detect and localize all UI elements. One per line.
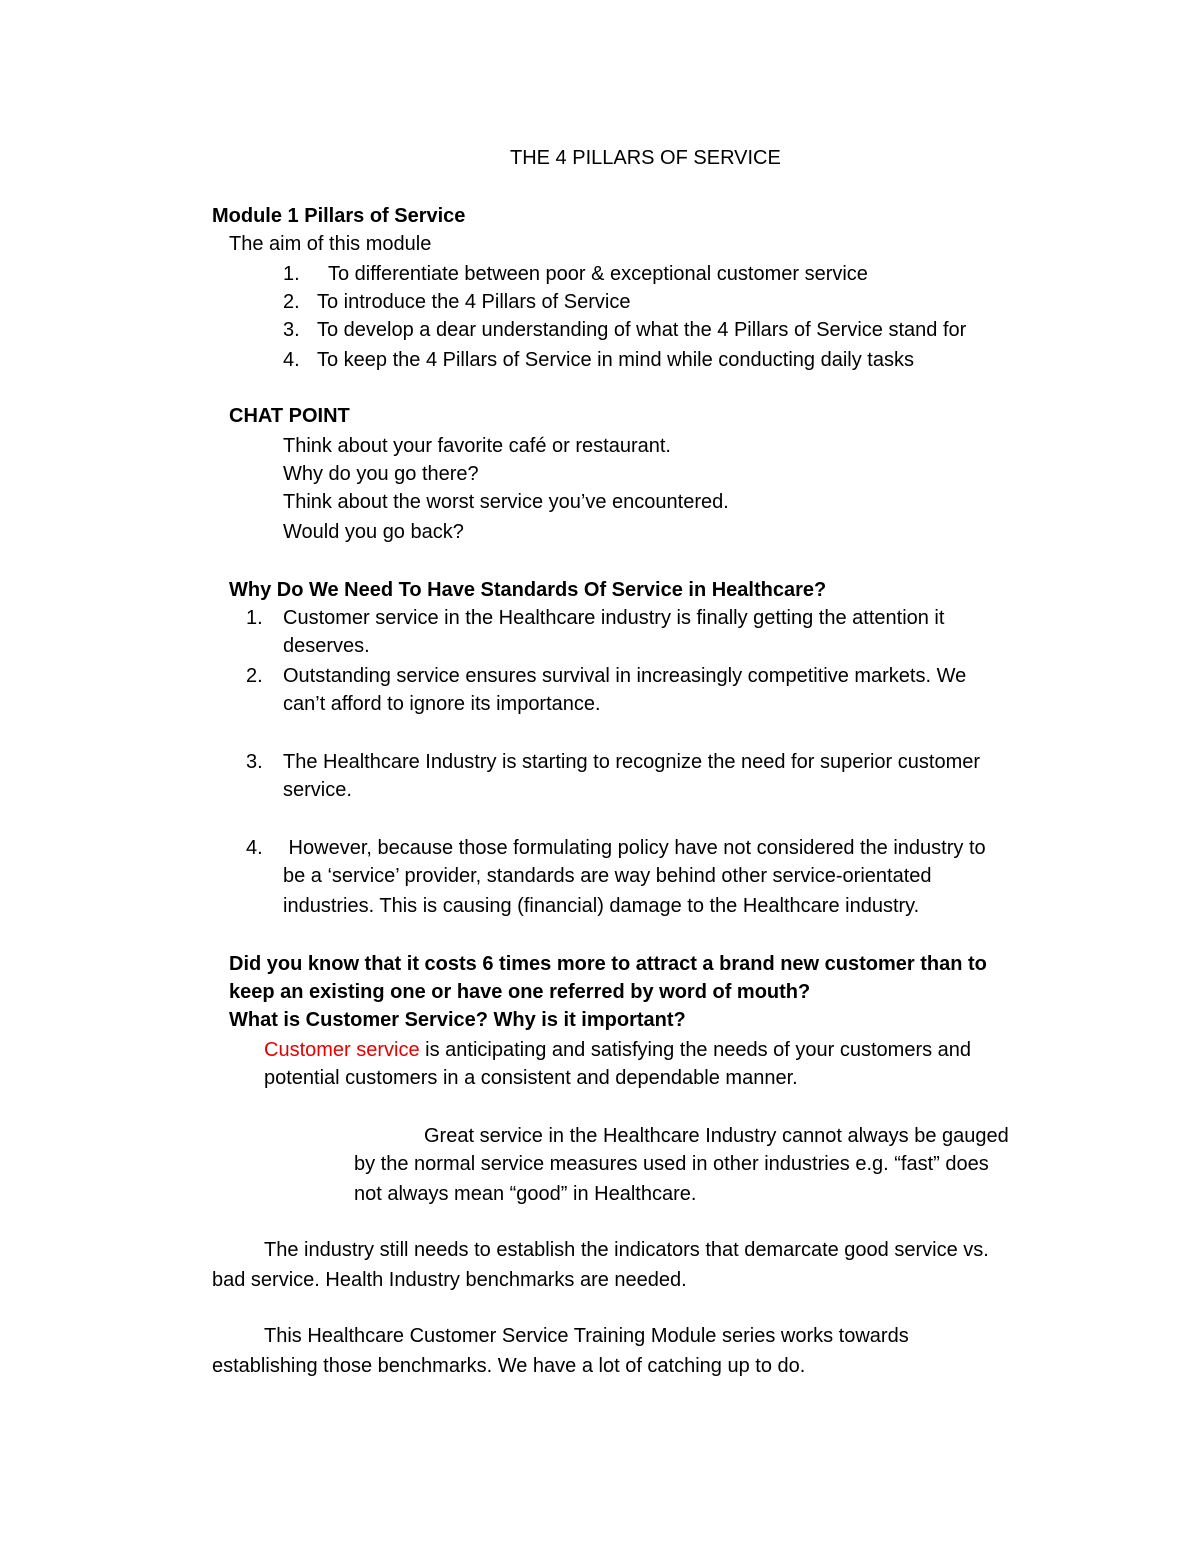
chat-point-line: Why do you go there?: [283, 463, 479, 485]
chat-point-line: Would you go back?: [283, 521, 464, 543]
list-item: To keep the 4 Pillars of Service in mind while conducting daily tasks: [317, 349, 914, 371]
list-number: 1.: [246, 607, 263, 629]
list-number: 4.: [246, 837, 263, 859]
list-item: The Healthcare Industry is starting to recognize the need for superior customer: [283, 751, 981, 773]
aim-intro: The aim of this module: [229, 233, 432, 255]
list-item-continued: deserves.: [283, 635, 370, 657]
chat-point-line: Think about the worst service you’ve encountered.: [283, 491, 729, 513]
list-number: 2.: [246, 665, 263, 687]
list-item: Outstanding service ensures survival in increasingly competitive markets. We: [283, 665, 967, 687]
list-item: To develop a dear understanding of what the 4 Pillars of Service stand for: [317, 319, 967, 341]
great-service-line: by the normal service measures used in other industries e.g. “fast” does: [354, 1153, 989, 1175]
chat-point-heading: CHAT POINT: [229, 405, 350, 427]
list-item-continued: be a ‘service’ provider, standards are way behind other service-orientated: [283, 865, 932, 887]
list-item-continued: industries. This is causing (financial) damage to the Healthcare industry.: [283, 895, 920, 917]
list-number: 1.: [283, 263, 300, 285]
list-number: 3.: [283, 319, 300, 341]
list-item-continued: can’t afford to ignore its importance.: [283, 693, 601, 715]
industry-paragraph-line: The industry still needs to establish the indicators that demarcate good service vs.: [264, 1239, 989, 1261]
did-you-know-line: Did you know that it costs 6 times more to attract a brand new customer than to: [229, 953, 987, 975]
definition-text: is anticipating and satisfying the needs of your customers and: [419, 1039, 972, 1061]
standards-heading: Why Do We Need To Have Standards Of Service in Healthcare?: [229, 579, 827, 601]
what-is-heading: What is Customer Service? Why is it important?: [229, 1009, 686, 1031]
list-item: To introduce the 4 Pillars of Service: [317, 291, 631, 313]
list-item: To differentiate between poor & exceptional customer service: [328, 263, 868, 285]
industry-paragraph-line: bad service. Health Industry benchmarks are needed.: [212, 1269, 687, 1291]
definition-line: potential customers in a consistent and dependable manner.: [264, 1067, 798, 1089]
series-paragraph-line: establishing those benchmarks. We have a lot of catching up to do.: [212, 1355, 806, 1377]
did-you-know-line: keep an existing one or have one referred by word of mouth?: [229, 981, 811, 1003]
list-item-continued: service.: [283, 779, 352, 801]
definition-line: [264, 1038, 971, 1062]
customer-service-term: Customer service: [264, 1039, 420, 1061]
series-paragraph-line: This Healthcare Customer Service Training Module series works towards: [264, 1325, 909, 1347]
great-service-line: not always mean “good” in Healthcare.: [354, 1183, 697, 1205]
list-number: 3.: [246, 751, 263, 773]
page-title: THE 4 PILLARS OF SERVICE: [510, 147, 781, 169]
list-item: Customer service in the Healthcare industry is finally getting the attention it: [283, 607, 945, 629]
module-heading: Module 1 Pillars of Service: [212, 205, 466, 227]
great-service-line: Great service in the Healthcare Industry cannot always be gauged: [424, 1125, 1009, 1147]
list-item: However, because those formulating policy have not considered the industry to: [283, 837, 986, 859]
chat-point-line: Think about your favorite café or restaurant.: [283, 435, 671, 457]
list-number: 2.: [283, 291, 300, 313]
list-number: 4.: [283, 349, 300, 371]
